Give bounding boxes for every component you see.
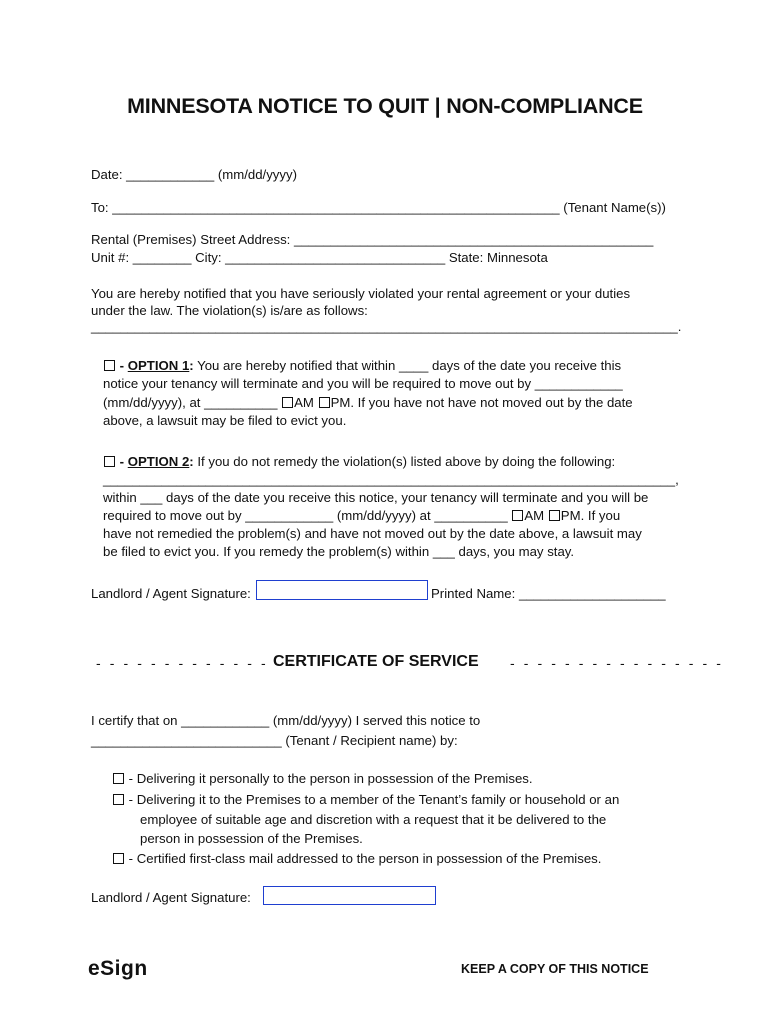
tenant-name-line: To: _____________________________________________________________ (Tenant Name(s)) [91, 200, 666, 215]
option2-line5: have not remedied the problem(s) and have not moved out by the date above, a lawsuit may [103, 526, 642, 541]
notice-text-2: under the law. The violation(s) is/are as follows: [91, 303, 368, 318]
notice-text-1: You are hereby notified that you have seriously violated your rental agreement or your duties [91, 286, 631, 301]
option2-pm-checkbox[interactable] [549, 510, 560, 521]
certificate-title: CERTIFICATE OF SERVICE [273, 653, 479, 670]
dashes-right: - - - - - - - - - - - - - - - - [510, 655, 724, 671]
certify-line-2: __________________________ (Tenant / Recipient name) by: [91, 733, 458, 748]
option2-line2: ______________________________________________________________________________, [103, 472, 679, 487]
option2-label: OPTION 2 [127, 454, 190, 469]
option1-label: OPTION 1 [127, 358, 190, 373]
method-mail-checkbox[interactable] [113, 853, 124, 864]
option2-line3: within ___ days of the date you receive this notice, your tenancy will terminate and you will be [103, 490, 649, 505]
document-title: MINNESOTA NOTICE TO QUIT | NON-COMPLIANCE [127, 94, 643, 118]
method-personal-checkbox[interactable] [113, 773, 124, 784]
option1-am-checkbox[interactable] [282, 397, 293, 408]
signature-field[interactable] [256, 580, 428, 600]
method-personal: - Delivering it personally to the person in possession of the Premises. [112, 770, 533, 787]
option1-line3: (mm/dd/yyyy), at __________ AM PM. If you have not have not moved out by the date [103, 395, 633, 410]
signature-label: Landlord / Agent Signature: [91, 586, 251, 601]
keep-copy-note: KEEP A COPY OF THIS NOTICE [461, 962, 649, 976]
certify-line-1: I certify that on ____________ (mm/dd/yyyy) I served this notice to [91, 713, 481, 728]
option1-line1: - OPTION 1: You are hereby notified that within ____ days of the date you receive this [103, 357, 621, 375]
street-address-line: Rental (Premises) Street Address: _________________________________________________ [91, 232, 654, 247]
method-premises-line2: employee of suitable age and discretion with a request that it be delivered to the [140, 812, 607, 827]
printed-name-line: Printed Name: ____________________ [431, 586, 666, 601]
unit-city-state-line: Unit #: ________ City: ______________________________ State: Minnesota [91, 250, 548, 265]
option2-line6: be filed to evict you. If you remedy the problem(s) within ___ days, you may stay. [103, 544, 575, 559]
date-line: Date: ____________ (mm/dd/yyyy) [91, 167, 297, 182]
option2-checkbox[interactable] [104, 456, 115, 467]
option1-checkbox[interactable] [104, 360, 115, 371]
option1-line4: above, a lawsuit may be filed to evict you. [103, 413, 347, 428]
method-premises: - Delivering it to the Premises to a member of the Tenant’s family or household or an [112, 791, 619, 808]
option2-am-checkbox[interactable] [512, 510, 523, 521]
option1-pm-checkbox[interactable] [319, 397, 330, 408]
dashes-left: - - - - - - - - - - - - - - - - [96, 655, 310, 671]
certificate-signature-label: Landlord / Agent Signature: [91, 890, 251, 905]
certificate-signature-field[interactable] [263, 886, 436, 905]
option2-line4: required to move out by ____________ (mm/dd/yyyy) at __________ AM PM. If you [103, 508, 621, 523]
option2-line1: - OPTION 2: If you do not remedy the violation(s) listed above by doing the following: [103, 453, 615, 471]
option1-line2: notice your tenancy will terminate and you will be required to move out by ____________ [103, 376, 623, 391]
method-premises-line3: person in possession of the Premises. [140, 831, 363, 846]
esign-logo: eSign [88, 957, 148, 980]
method-mail: - Certified first-class mail addressed to the person in possession of the Premises. [112, 850, 601, 867]
violation-blank-line: ________________________________________________________________________________. [91, 319, 682, 334]
method-premises-checkbox[interactable] [113, 794, 124, 805]
